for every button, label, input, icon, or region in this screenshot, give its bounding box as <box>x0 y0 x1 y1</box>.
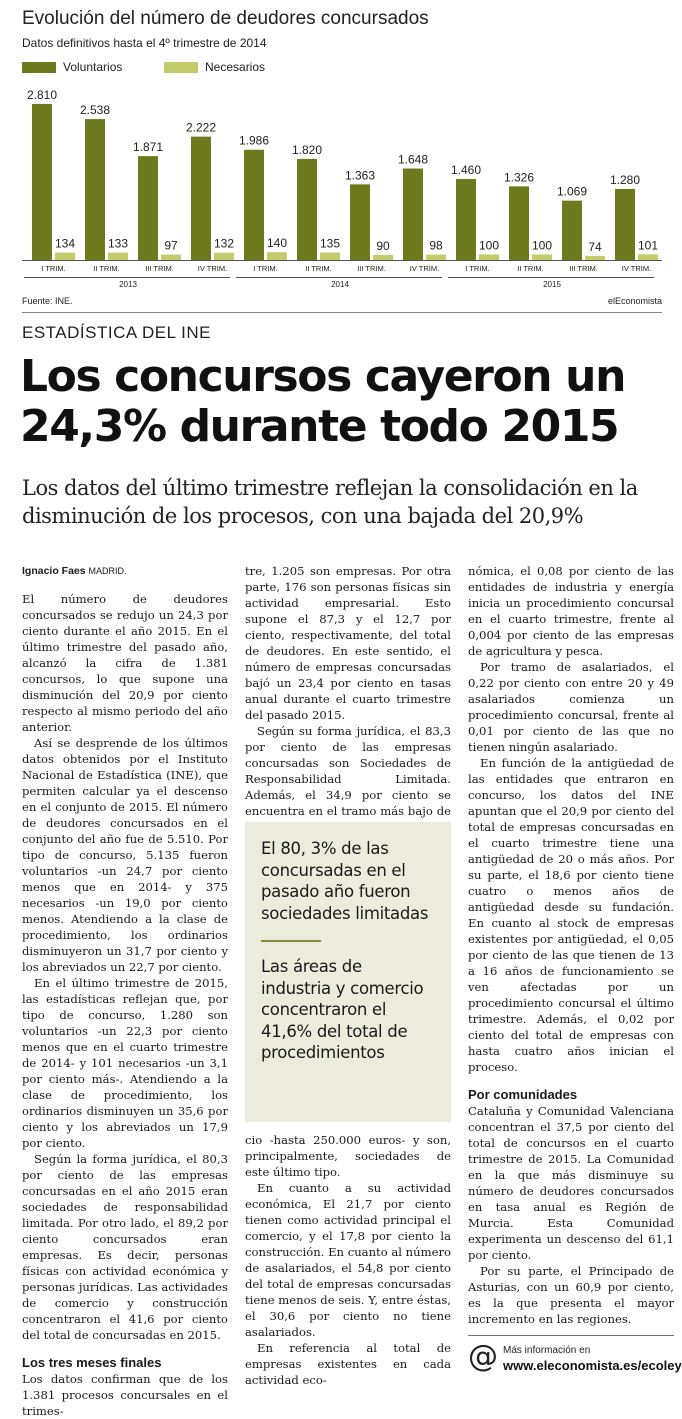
bar-voluntarios <box>32 104 52 260</box>
data-label-necesarios: 74 <box>588 239 602 254</box>
data-label-necesarios: 133 <box>107 236 129 251</box>
bar-voluntarios <box>297 159 317 260</box>
data-label-necesarios: 97 <box>164 238 178 253</box>
bar-necesarios <box>214 253 234 260</box>
paragraph: En referencia al total de empresas existentes en cada actividad eco- <box>245 1341 451 1387</box>
bar-necesarios <box>585 256 605 260</box>
chart-subtitle: Datos definitivos hasta el 4º trimestre de 2014 <box>22 36 267 50</box>
category-label: III TRIM. <box>357 264 386 273</box>
more-info-link[interactable]: www.eleconomista.es/ecoley <box>503 1358 682 1373</box>
bar-necesarios <box>108 253 128 260</box>
pull-quote-box <box>245 822 451 1122</box>
data-label-voluntarios: 2.222 <box>185 120 217 135</box>
legend-label-voluntarios: Voluntarios <box>63 60 123 74</box>
chart-source: Fuente: INE. <box>22 296 73 306</box>
data-label-necesarios: 135 <box>319 236 341 251</box>
more-info-label: Más información en <box>503 1345 591 1356</box>
more-info-divider <box>468 1335 674 1336</box>
bar-chart <box>0 0 680 300</box>
category-label: IV TRIM. <box>621 264 652 273</box>
data-label-voluntarios: 1.986 <box>238 133 270 148</box>
headline: Los concursos cayeron un 24,3% durante todo 2015 <box>20 351 626 452</box>
data-label-voluntarios: 1.648 <box>397 152 429 167</box>
paragraph: cio -hasta 250.000 euros- y son, principalmente, sociedades de este último tipo. <box>245 1133 451 1179</box>
pull-quote-1: El 80, 3% de las concursadas en el pasado año fueron sociedades limitadas <box>261 839 429 923</box>
bar-voluntarios <box>85 119 105 260</box>
byline <box>22 563 228 579</box>
data-label-voluntarios: 1.069 <box>556 184 588 199</box>
category-label: IV TRIM. <box>409 264 440 273</box>
category-label: III TRIM. <box>145 264 174 273</box>
paragraph: El número de deudores concursados se redujo un 24,3 por ciento durante el año 2015. En el último trimestre del pasado año, alcanzó la cifra de 1.381 concursos, lo que supone una disminución del 20,9 por ciento respecto al mismo periodo del año anterior. <box>22 592 228 734</box>
article-column-3 <box>468 563 674 1327</box>
data-label-necesarios: 100 <box>478 238 500 253</box>
bar-necesarios <box>638 254 658 260</box>
standfirst: Los datos del último trimestre reflejan la consolidación en la disminución de los procesos, con una bajada del 20,9% <box>22 476 638 528</box>
bar-necesarios <box>267 252 287 260</box>
category-label: II TRIM. <box>93 264 120 273</box>
subhead-comunidades: Por comunidades <box>468 1087 578 1102</box>
data-label-voluntarios: 1.326 <box>503 170 535 185</box>
category-label: I TRIM. <box>41 264 66 273</box>
data-label-necesarios: 98 <box>429 238 443 253</box>
bar-necesarios <box>55 253 75 260</box>
bar-voluntarios <box>350 184 370 260</box>
data-label-voluntarios: 1.280 <box>609 172 641 187</box>
year-label: 2014 <box>331 280 349 289</box>
paragraph: Cataluña y Comunidad Valenciana concentran el 37,5 por ciento del total de concursos en el cuarto trimestre de 2015. La Comunidad en la que más disminuye su número de deudores concursados en tasa anual es Región de Murcia. Esta Comunidad experimenta un descenso del 61,1 por ciento. <box>468 1104 674 1262</box>
data-label-voluntarios: 1.871 <box>132 140 164 155</box>
data-label-necesarios: 132 <box>213 236 235 251</box>
category-label: I TRIM. <box>253 264 278 273</box>
category-label: IV TRIM. <box>197 264 228 273</box>
bar-necesarios <box>532 254 552 260</box>
paragraph: En función de la antigüedad de las entidades que entraron en concurso, los datos del INE apuntan que el 20,9 por ciento del total de empresas concursadas en el cuarto trimestre tiene una antigüedad de 20 o más años. Por su parte, el 18,6 por ciento tiene cuatro o menos años de antigüedad desde su fundación. En cuanto al stock de empresas existentes por antigüedad, el 0,05 por ciento de las que tienen de 13 a 16 años de funcionamiento se ven afectadas por un procedimiento concursal el último trimestre. Además, el 0,02 por ciento del total de empresas con hasta cuatro años inician el proceso. <box>468 756 674 1074</box>
paragraph: Por tramo de asalariados, el 0,22 por ciento con entre 20 y 49 asalariados comienza un procedimiento concursal, frente al 0,01 por ciento de las que no tienen ningún asalariado. <box>468 660 674 754</box>
bar-voluntarios <box>509 186 529 260</box>
category-label: III TRIM. <box>569 264 598 273</box>
data-label-voluntarios: 1.460 <box>450 162 482 177</box>
at-sign-icon: @ <box>468 1339 498 1374</box>
data-label-voluntarios: 2.538 <box>79 103 111 118</box>
paragraph: Por su parte, el Principado de Asturias, con un 60,9 por ciento, es la que presenta el mayor incremento en las regiones. <box>468 1264 674 1326</box>
legend-label-necesarios: Necesarios <box>205 60 266 74</box>
paragraph: Así se desprende de los últimos datos obtenidos por el Instituto Nacional de Estadística (INE), que permiten calcular ya el descenso en el conjunto de 2015. El número de deudores concursados en el conjunto del año fue de 5.510. Por tipo de concurso, 5.135 fueron voluntarios -un 24,7 por ciento menos que en 2014- y 375 necesarios -un 19,0 por ciento menos. Atendiendo a la clase de procedimiento, los ordinarios disminuyeron un 31,7 por ciento y los abreviados un 22,7 por ciento. <box>22 736 228 974</box>
bar-voluntarios <box>191 137 211 260</box>
data-label-voluntarios: 2.810 <box>26 88 58 102</box>
category-label: II TRIM. <box>305 264 332 273</box>
bar-necesarios <box>161 255 181 260</box>
byline-name: Ignacio Faes <box>22 565 86 577</box>
bar-voluntarios <box>138 156 158 260</box>
data-label-necesarios: 140 <box>266 236 288 251</box>
article-column-2-continued <box>245 1132 451 1388</box>
kicker: ESTADÍSTICA DEL INE <box>22 323 211 342</box>
bar-voluntarios <box>562 201 582 260</box>
paragraph: Según la forma jurídica, el 80,3 por ciento de las empresas concursadas en el año 2015 eran sociedades de responsabilidad limitada. Por otro lado, el 89,2 por ciento concursados eran empresas. Es decir, personas físicas con actividad económica y personas jurídicas. Las actividades de comercio y construcción concentraron el 41,6 por ciento del total de concursadas en 2015. <box>22 1152 228 1342</box>
data-label-necesarios: 134 <box>54 236 76 251</box>
bar-necesarios <box>320 253 340 260</box>
bar-voluntarios <box>244 150 264 260</box>
byline-city: MADRID. <box>88 566 127 576</box>
pull-quote-divider <box>261 940 321 942</box>
paragraph: nómica, el 0,08 por ciento de las entidades de industria y energía inicia un procedimiento concursal en el cuarto trimestre, frente al 0,004 por ciento de las empresas de agricultura y pesca. <box>468 564 674 658</box>
pull-quote-2: Las áreas de industria y comercio concentraron el 41,6% del total de procedimientos <box>261 957 424 1062</box>
subhead-tres-meses: Los tres meses finales <box>22 1355 162 1370</box>
bar-voluntarios <box>403 169 423 260</box>
paragraph: En cuanto a su actividad económica, El 21,7 por ciento tienen como actividad principal el comercio, y el 17,8 por ciento la construcción. En cuanto al número de asalariados, el 54,8 por ciento del total de empresas concursadas tiene menos de seis. Y, entre éstas, el 30,6 por ciento no tiene asalariados. <box>245 1181 451 1339</box>
year-label: 2015 <box>543 280 561 289</box>
category-label: I TRIM. <box>465 264 490 273</box>
bar-necesarios <box>479 254 499 260</box>
bar-necesarios <box>373 255 393 260</box>
paragraph: Según su forma jurídica, el 83,3 por ciento de las empresas concursadas son Sociedades de Responsabilidad Limitada. Además, el 34,9 por ciento se encuentra en el tramo más bajo de <box>245 724 451 818</box>
data-label-necesarios: 100 <box>531 238 553 253</box>
chart-divider <box>22 312 662 313</box>
paragraph: En el último trimestre de 2015, las estadísticas reflejan que, por tipo de concurso, 1.280 son voluntarios -un 22,3 por ciento menos que en el cuarto trimestre de 2014- y 101 necesarios -un 3,1 por ciento más-. Atendiendo a la clase de procedimiento, los ordinarios disminuyen un 35,6 por ciento y los abreviados un 17,9 por ciento. <box>22 976 228 1150</box>
data-label-necesarios: 90 <box>376 239 390 254</box>
paragraph: tre, 1.205 son empresas. Por otra parte, 176 son personas físicas sin actividad empresarial. Esto supone el 87,3 y el 12,7 por ciento, respectivamente, del total de deudores. En este sentido, el número de empresas concursadas bajó un 23,4 por ciento en tasas anual durante el cuarto trimestre del pasado 2015. <box>245 564 451 722</box>
bar-voluntarios <box>456 179 476 260</box>
article-column-1 <box>22 563 228 1419</box>
year-label: 2013 <box>119 280 137 289</box>
data-label-necesarios: 101 <box>637 238 659 253</box>
bar-necesarios <box>426 255 446 260</box>
category-label: II TRIM. <box>517 264 544 273</box>
data-label-voluntarios: 1.820 <box>291 142 323 157</box>
paragraph: Los datos confirman que de los 1.381 procesos concursales en el trimes- <box>22 1372 228 1418</box>
chart-title: Evolución del número de deudores concursados <box>22 8 429 29</box>
article-column-2 <box>245 563 451 835</box>
data-label-voluntarios: 1.363 <box>344 168 376 183</box>
chart-brand: elEconomista <box>607 296 662 306</box>
bar-voluntarios <box>615 189 635 260</box>
